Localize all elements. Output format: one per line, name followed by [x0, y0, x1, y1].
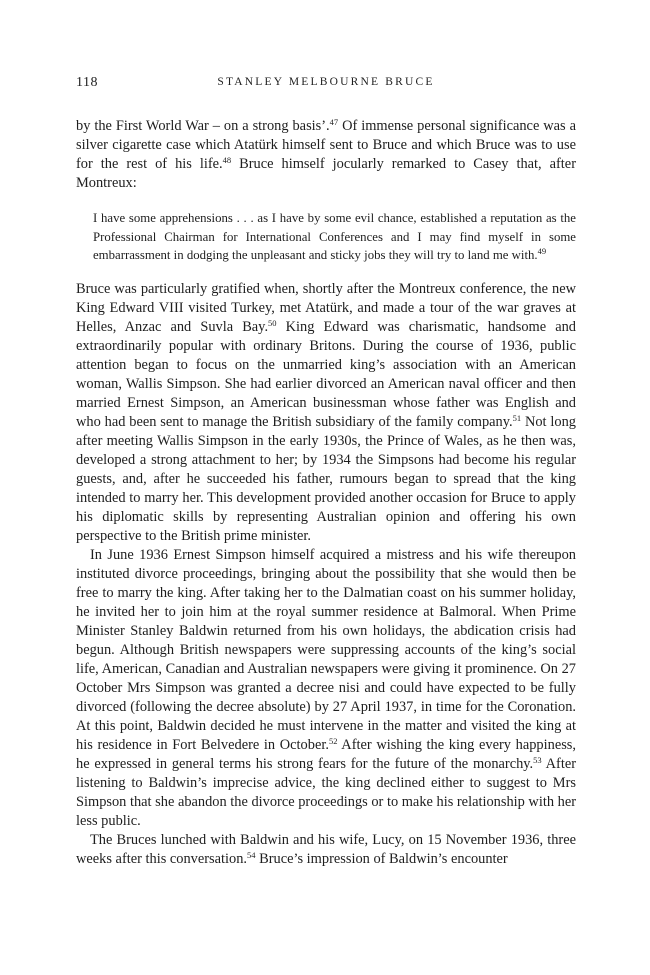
footnote-ref: 47 [329, 117, 339, 127]
page-number: 118 [76, 75, 98, 90]
footnote-ref: 52 [328, 735, 338, 746]
running-head: STANLEY MELBOURNE BRUCE [217, 76, 435, 88]
footnote-ref: 48 [222, 155, 232, 165]
paragraph: In June 1936 Ernest Simpson himself acquired a mistress and his wife thereupon instituted divorce proceedings, bringing about the possibility that she would then be free to marry the king. After taking her to the Dalmatian coast on his summer holiday, he invited her to join him at the royal summer residence at Balmoral. When Prime Minister Stanley Baldwin returned from his own holidays, the abdication crisis had begun. Although British newspapers were suppressing accounts of the king’s social life, American, Canadian and Australian newspapers were giving it prominence. On 27 October Mrs Simpson was granted a decree nisi and could have expected to be fully divorced (following the decree absolute) by 27 April 1937, in time for the Coronation. At this point, Baldwin decided he must intervene in the matter and visited the king at his residence in Fort Belvedere in October.$^{52}$ After wishing the king every happiness, he expressed in general terms his strong fears for the future of the monarchy.$^{53}$ After listening to Baldwin’s imprecise advice, the king declined either to suggest to Mrs Simpson that she abandon the divorce proceedings or to make his relationship with her less public. [76, 546, 577, 829]
footnote-ref: 50 [268, 317, 277, 328]
paragraph: Bruce was particularly gratified when, shortly after the Montreux conference, the new King Edward VIII visited Turkey, met Atatürk, and made a tour of the war graves at Helles, Anzac and Suvla Bay.$^{50}$ King Edward was charismatic, handsome and extraordinarily popular with ordinary Britons. During the course of 1936, public attention began to focus on the unmarried king’s association with an American woman, Wallis Simpson. She had earlier divorced an American naval officer and then married Ernest Simpson, an American businessman whose father was English and who had been sent to manage the British subsidiary of the family company.$^{51}$ Not long after meeting Wallis Simpson in the early 1930s, the Prince of Wales, as he then was, developed a strong attachment to her; by 1934 the Simpsons had become his regular guests, and, after he succeeded his father, rumours began to spread that the king intended to marry her. This development provided another occasion for Bruce to apply his diplomatic skills by representing Australian opinion and offering his own perspective to the British prime minister. [76, 280, 576, 544]
page-header [76, 75, 576, 93]
footnote-ref: 54 [247, 849, 256, 860]
block-quote: I have some apprehensions . . . as I have by some evil chance, established a reputation as the Professional Chairman for International Conferences and I may find myself in some embarrassment in dodging the unpleasant and sticky jobs they will try to land me with.$^{49}$ [93, 211, 576, 262]
footnote-ref: 53 [533, 754, 542, 765]
paragraph-continuation: by the First World War – on a strong basis’.$^{47}$ Of immense personal significance was a silver cigarette case which Atatürk himself sent to Bruce and which Bruce was to use for the rest of his life.$^{48}$ Bruce himself jocularly remarked to Casey that, after Montreux: [76, 117, 576, 191]
paragraph: The Bruces lunched with Baldwin and his wife, Lucy, on 15 November 1936, three weeks after this conversation.$^{54}$ Bruce’s impression of Baldwin’s encounter [76, 831, 576, 867]
footnote-ref: 51 [512, 412, 522, 423]
page-body [76, 117, 576, 869]
footnote-ref: 49 [537, 246, 547, 256]
